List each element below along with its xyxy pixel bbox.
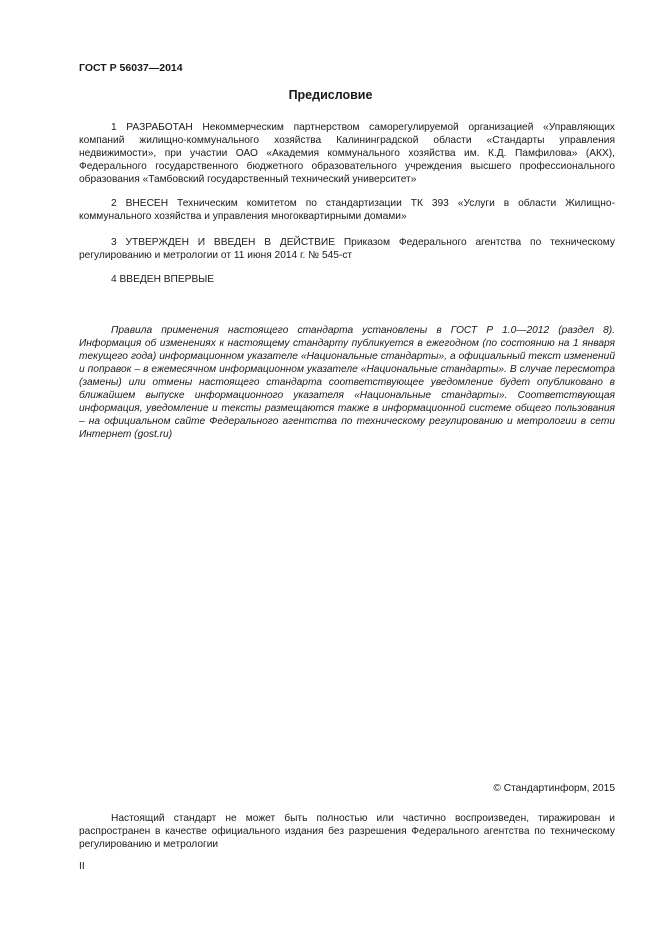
preface-item-developed: 1 РАЗРАБОТАН Некоммерческим партнерством саморегулируемой организацией «Управляющих компаний жилищно-коммунального хозяйства Калининградской области «Стандарты управления недвижимости», при участии ОАО «Академия коммунального хозяйства им. К.Д. Памфилова» (АКХ), Федерального государственного бюджетного образовательного учреждения высшего профессионального образования «Тамбовский государственный технический университет» [79, 122, 615, 185]
preface-item-approved: 3 УТВЕРЖДЕН И ВВЕДЕН В ДЕЙСТВИЕ Приказом Федерального агентства по техническому регулированию и метрологии от 11 июня 2014 г. № 545-ст [79, 237, 615, 261]
preface-title: Предисловие [288, 88, 373, 102]
page-number: II [79, 861, 85, 872]
copyright-notice: © Стандартинформ, 2015 [493, 783, 615, 794]
preface-item-first-time: 4 ВВЕДЕН ВПЕРВЫЕ [111, 274, 215, 285]
reproduction-notice: Настоящий стандарт не может быть полностью или частично воспроизведен, тиражирован и распространен в качестве официального издания без разрешения Федерального агентства по техническому регулированию и метрологии [79, 813, 615, 850]
standard-code-header: ГОСТ Р 56037—2014 [79, 62, 183, 74]
preface-item-introduced: 2 ВНЕСЕН Техническим комитетом по стандартизации ТК 393 «Услуги в области Жилищно-коммунального хозяйства и управления многоквартирными домами» [79, 198, 615, 222]
application-rules-paragraph: Правила применения настоящего стандарта установлены в ГОСТ Р 1.0—2012 (раздел 8). Информация об изменениях к настоящему стандарту публикуется в ежегодном (по состоянию на 1 января текущего года) информационном указателе «Национальные стандарты», а официальный текст изменений и поправок – в ежемесячном информационном указателе «Национальные стандарты». В случае пересмотра (замены) или отмены настоящего стандарта соответствующее уведомление будет опубликовано в ближайшем выпуске информационного указателя «Национальные стандарты». Соответствующая информация, уведомление и тексты размещаются также в информационной системе общего пользования – на официальном сайте Федерального агентства по техническому регулированию и метрологии в сети Интернет (gost.ru) [79, 325, 615, 440]
